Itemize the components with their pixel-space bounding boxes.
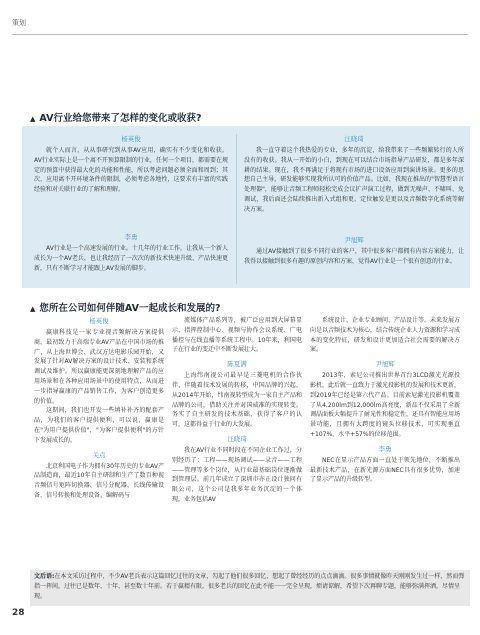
answer-li-yong bbox=[34, 232, 228, 273]
answer-text: 通过AV接触到了很多不同行业的客户，其中很多客户都拥有内容方案能力，让我得以接触到很多有趣的原创内容和方案，觉得AV行业是一个很有创意的行业。 bbox=[244, 248, 464, 265]
answer-wang-xiaoqi bbox=[244, 134, 464, 215]
answer-text: 系统设计、企业专业顾问、产品设计等。未来发展方向是以音频技术为核心，结合传统企业人力资源和学习成本的变化特征，研发和设计更加适合社会需要的解决方案。 bbox=[310, 317, 461, 354]
answer-yang-yingjun bbox=[34, 134, 228, 195]
answer-text: 赢康科技是一家专业视音频解决方案提供商，最初致力于高端专业AV产品在中国市场的推广，从上海世博会、武汉方达电影乐园开始，又发展了针对AV解决方案的设计技术、安装和系统调试及维护。所以赢康能更深刻地理解产品的应用场景和在各种应用场景中的使用特点，从而进一步指导赢康的产品销售工作，为客户创造更多的价值。 bbox=[34, 329, 164, 405]
question-2-column-3 bbox=[310, 316, 460, 485]
page-number: 28 bbox=[12, 608, 25, 618]
answer-text: NEC在显示产品方面一直处于领先地位，不断推出最新技术产品，在新光源方面NEC具有很多优势，加速了显示产品的升级转型。 bbox=[310, 456, 460, 484]
speaker-name: 李勇 bbox=[124, 233, 138, 241]
speaker-name: 尹旭辉 bbox=[344, 236, 364, 244]
speaker-name: 尹旭辉 bbox=[375, 360, 395, 369]
answer-text: AV行业是一个高速发展的行业。十几年的行业工作，让我从一个新人成长为一个AV老兵，也让我经历了一次次的新技术快速升级、产品快速更新，只有不断学习才能跟上AV发展的脚步。 bbox=[34, 245, 228, 272]
question-2-title: ▲ 您所在公司如何伴随AV一起成长和发展的? bbox=[30, 303, 221, 314]
speaker-name: 杨英俊 bbox=[89, 317, 109, 325]
afterword-text: 在本文采访过程中，不少AV老兵表示这篇回忆过往的文章，勾起了他们很多回忆，想起了曾经经历的点点滴滴。很多事情就像昨天刚刚发生过一样，然而弹指一挥间，过往已是数年、十年、甚至数十年前。若于赢精有限，很多老兵的回忆在此不能一一完全呈现，烦请谅解，希望下次再聊专题，能够弥满挥洒，尽情呈现。 bbox=[34, 573, 465, 600]
answer-text: 就个人而言，从从事研究到从事AV应用，确实有不少变化和收获。AV行业实际上是一个离不开预算限制的行业，任何一个项目，都需要在规定的预算中获得最大化的功能和性能，所以考虑问题必须全面和周到；其次，应用离不开环境条件的限制，必须考虑各地性，这要求有丰富的实践经验和对关联行业的了解和理解。 bbox=[34, 147, 228, 194]
answer-text: 我在AV行业不同时段在不同企业工作过，分别经历了：工程——现场调试——录音——工程——管理等多个岗位，从行业最基础岗位逐渐做到管理层。前几年成立了深圳市亦正设计独问有限公司，这个公司是我多年业务沉淀的一个体现，业务包括AV bbox=[172, 446, 302, 503]
header-divider bbox=[12, 34, 468, 35]
speaker-name: 汪晓琦 bbox=[227, 434, 247, 443]
answer-text: 上海纬南视公司最早是三菱电机的合作伙伴，伴随着技术发展的转移，中国品牌的兴起，从2014年开始，纬南视转型成为一家自主产品和品牌的公司，借助关注并对国威准的实现转变。务实了自主研发的技术基础，获得了客户的认可，这都得益于行业的大发展。 bbox=[172, 372, 302, 429]
answer-text: 这期间，我们也开发一些填补补齐的配套产品，为我们的客户提供便利，可以说，赢康是在"为用户提供价值"，"为客户提供便利"的方针下发展成长的。 bbox=[34, 407, 164, 444]
speaker-name: 关点 bbox=[92, 450, 106, 459]
speaker-name: 李勇 bbox=[378, 444, 392, 453]
triangle-marker-icon: ▲ bbox=[30, 305, 36, 313]
speaker-name: 汪晓琦 bbox=[344, 135, 364, 143]
question-1-title: ▲ AV行业给您带来了怎样的变化或收获? bbox=[30, 113, 202, 124]
speaker-name: 杨英俊 bbox=[121, 135, 141, 143]
speaker-name: 陈夏满 bbox=[227, 360, 247, 369]
question-2-column-2 bbox=[172, 316, 302, 505]
answer-text: 我一直守着这个我热爱的专业，多年的沉淀，给我带来了一些频繁转行的人所没有的收获。我从一开始的小白，到现在可以结合市场指导产品研发，都是多年深耕的结果。现在，我不再满足于将现有市场的进口设备应用到演讲场景。更多的思想自己主导，研发能够实现我所认可的价值产品。比如，我现在推出的"智慧型语言处理器"，能够让音频工程师轻松完成会议扩声演工过程，做到无噪声、不啸叫、免调试，我后面还会陆续推出新入式组和更、定位触发是更以及音频数字化系统等解决方案。 bbox=[244, 147, 464, 213]
question-2-column-1 bbox=[34, 316, 164, 501]
answer-yin-xuhui bbox=[244, 235, 464, 267]
afterword bbox=[34, 572, 466, 601]
panel-divider bbox=[236, 134, 237, 284]
afterword-label: 文后语: bbox=[34, 573, 55, 580]
answer-text: 2013年，索尼公司推出世界首台3LCD激光光源投影机，此后就一直致力于激光投影机的发展和技术更新，到2019年已经是第六代产品。目前索尼激光投影机覆盖了从4,200lm到12,000lm高亮度，新品不仅采用了全新调晶面板大幅提升了耐光性和稳定性，还具有智能应用场景功能，且拥有大跨度的镜头位移技术，可实现垂直+107%，水平+57%的位移范围。 bbox=[310, 372, 461, 438]
section-tag: 策划 bbox=[12, 19, 26, 27]
answer-text: 流媒体产品系列等，被广泛应用到大屏幕显示、指挥控制中心、视频与协作会议系统、广电播控与在线直播等系统工程中。10年来，利国电子在行业的变迁中不断发展壮大。 bbox=[172, 317, 302, 354]
answer-text: 北京利国电子作为拥有30年历史的专业AV产品制造商，最近10年自主研制和生产了数百种视音频信号矩阵切换器、信号分配器、长线传输设备、信号转换和处理设备、编解码与 bbox=[34, 462, 164, 499]
triangle-marker-icon: ▲ bbox=[30, 115, 36, 123]
